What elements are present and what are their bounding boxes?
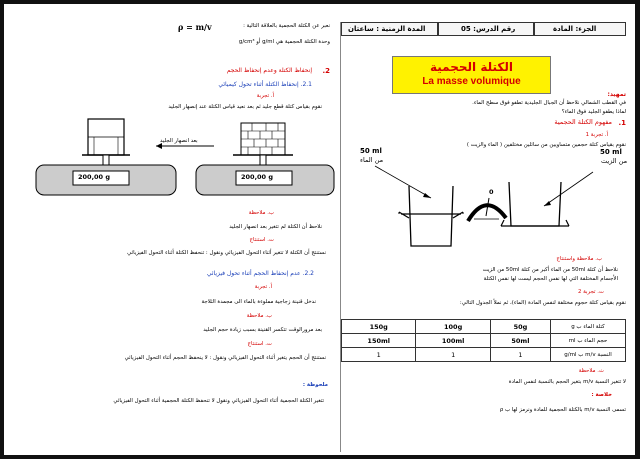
table-cell: 1 — [490, 348, 550, 362]
formula-line-1: نعبر عن الكتلة الحجمية بالعلاقة التالية : — [243, 23, 330, 29]
header-part: الجزء: المادة — [553, 25, 597, 33]
conclusion-title: خلاصة : — [591, 392, 612, 398]
experiment-2-text: نقوم بقياس كتلة حجوم مختلفة لنفس المادة (الماء)، ثم نملأ الجدول التالي: — [459, 300, 626, 306]
section-2-2-observation-text: بعد مرورالوقت تتكسر القنينة بسبب زيادة حجم الجليد — [203, 327, 322, 333]
note-title: ث. ملاحظة — [578, 368, 604, 374]
experiment-1-text: نقوم بقياس كتلة حجمين متساويين من سائلين مختلفين ( الماء والزيت ) — [466, 142, 626, 148]
header-lesson: رقم الدرس: 05 — [461, 25, 516, 33]
section-2-2-experiment-title: أ. تجربة — [254, 284, 272, 290]
section-2-2-title: 2.2. عدم إنحفاظ الحجم أثناء تحول فيزيائي — [206, 270, 314, 277]
melting-arrow-label: بعد انصهار الجليد — [160, 138, 198, 144]
note-text: لا تتغير النسبة m/v بتغير الحجم بالنسبة لنفس المادة — [508, 379, 626, 385]
header-duration-cell — [341, 22, 438, 36]
experiment-1-title: أ. تجربة 1 — [585, 132, 608, 138]
header-lesson-cell — [438, 22, 534, 36]
title-box — [392, 56, 551, 94]
oil-arrow — [544, 172, 593, 206]
section-2-1-experiment-title: أ. تجربة — [256, 93, 274, 99]
table-cell: 100g — [416, 320, 490, 334]
section-1-title: مفهوم الكتلة الحجمية — [554, 118, 612, 126]
table-row-label: حجم الماء ب ml — [551, 334, 626, 348]
worksheet-page — [8, 8, 632, 452]
remark-text: تتغير الكتلة الحجمية أثناء التحول الفيزيائي ونقول لا تنحفظ الكتلة الحجمية أثناء التحول الفيزيائي — [113, 398, 324, 404]
section-2-1-conclusion-title: ت. استنتاج — [249, 237, 274, 243]
section-2-2-observation-title: ب. ملاحظة — [246, 313, 272, 319]
title-french: La masse volumique — [422, 76, 521, 87]
table-row — [342, 348, 626, 362]
intro-heading: تمهيد: — [607, 91, 626, 98]
scale-with-ice — [196, 123, 334, 195]
scales-drawing — [8, 113, 338, 203]
left-scale-reading: 200,00 g — [78, 173, 110, 181]
water-name-label: من الماء — [360, 156, 384, 164]
table-row-label: كتلة الماء ب g — [551, 320, 626, 334]
table-cell: 1 — [342, 348, 416, 362]
table-cell: 100ml — [416, 334, 490, 348]
section-2-2-experiment-text: ندخل قنينة زجاجية مملوءة بالماء الى مجمدة الثلاجة — [201, 299, 316, 305]
observation-2: الأجسام المختلفة التي لها نفس الحجم ليست لها نفس الكتلة — [483, 276, 618, 282]
observation-1: نلاحظ أن كتلة 50ml من الماء أكبر من كتلة 50ml من الزيت — [482, 267, 618, 273]
scale-with-melted-ice — [36, 119, 176, 195]
water-beaker — [399, 186, 463, 246]
intro-line-1: في القطب الشمالي نلاحظ أن الجبال الجليدية تطفو فوق سطح الماء. — [472, 100, 626, 106]
balance-dial — [468, 198, 506, 221]
conclusion-text: تسمى النسبة m/v بالكتلة الحجمية للمادة ونرمز لها ب ρ — [499, 407, 626, 413]
intro-line-2: لماذا يطفو الجليد فوق الماء؟ — [561, 109, 626, 115]
header-duration: المدة الزمنية : ساعتان — [348, 25, 426, 33]
oil-beaker — [501, 182, 569, 226]
header-part-cell — [534, 22, 626, 36]
density-formula: ρ = m/v — [178, 22, 212, 32]
water-volume-label: 50 ml — [360, 147, 382, 155]
experiment-2-title: ت. تجربة 2 — [578, 289, 604, 295]
table-cell: 150ml — [342, 334, 416, 348]
mass-volume-table — [341, 319, 626, 362]
section-2-1-observation-text: نلاحظ أن الكتلة لم تتغير بعد انصهار الجليد — [229, 224, 322, 230]
section-2-title: إنحفاظ الكتلة وعدم إنحفاظ الحجم — [226, 67, 312, 74]
section-2-1-conclusion-text: نستنتج أن الكتلة لا تتغير أثناء التحول الفيزيائي ونقول : تنحفظ الكتلة أثناء التحول الفيزيائي — [127, 250, 326, 256]
right-scale-reading: 200,00 g — [241, 173, 273, 181]
title-arabic: الكتلة الحجمية — [430, 60, 513, 74]
table-cell: 150g — [342, 320, 416, 334]
observation-title: ب. ملاحظة واستنتاج — [556, 256, 602, 262]
table-row — [342, 334, 626, 348]
section-2-1-title: 2.1. إنحفاظ الكتلة أثناء تحول كيميائي — [218, 81, 312, 88]
water-arrow — [375, 166, 431, 198]
table-row-label: النسبة m/v ب g/ml — [551, 348, 626, 362]
section-2-2-conclusion-title: ت. استنتاج — [247, 341, 272, 347]
section-2-1-experiment-text: نقوم بقياس كتلة قطع جليد ثم بعد نعيد قياس الكتلة عند إنصهار الجليد — [168, 104, 322, 110]
table-cell: 50ml — [490, 334, 550, 348]
table-cell: 50g — [490, 320, 550, 334]
section-2-2-conclusion-text: نستنتج أن الحجم يتغير أثناء التحول الفيزيائي ونقول : لا ينحفظ الحجم أثناء التحول الفيزيائي — [124, 355, 326, 361]
table-cell: 1 — [416, 348, 490, 362]
oil-volume-label: 50 ml — [600, 148, 622, 156]
balance-zero-mark: 0 — [489, 188, 494, 196]
section-1-number: 1. — [618, 119, 626, 127]
experiment-1-drawing — [341, 146, 631, 248]
formula-line-2: وحدة الكتلة الحجمية هي g/ml أو g/cm³ — [238, 39, 330, 45]
oil-name-label: من الزيت — [601, 157, 628, 165]
remark-title: ملحوظة : — [302, 382, 328, 388]
table-row — [342, 320, 626, 334]
section-2-1-observation-title: ب. ملاحظة — [248, 210, 274, 216]
section-2-number: 2. — [322, 67, 330, 75]
